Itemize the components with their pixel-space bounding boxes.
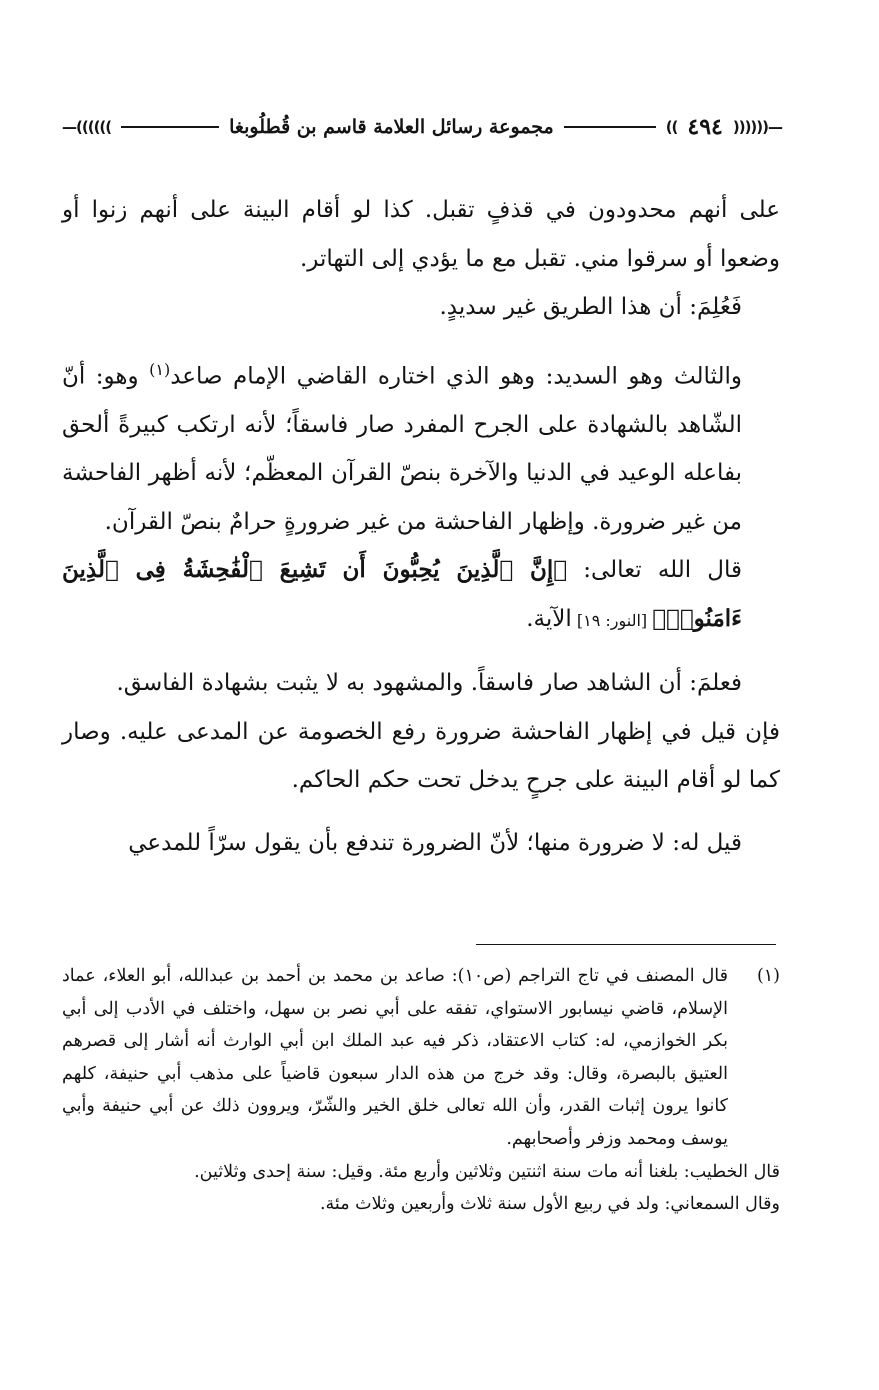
footnote-line-samani: وقال السمعاني: ولد في ربيع الأول سنة ثلاث وأربعين وثلاث مئة.: [319, 1194, 780, 1215]
paragraph-6: فإن قيل في إظهار الفاحشة ضرورة رفع الخصومة عن المدعى عليه. وصار كما لو أقام البينة على جرحٍ يدخل تحت حكم الحاكم.: [62, 718, 780, 794]
footnote-number: (١): [756, 966, 780, 986]
verse-reference: [النور: ١٩]: [571, 610, 653, 630]
quran-verse: ﴿إِنَّ ٱلَّذِينَ يُحِبُّونَ أَن تَشِيعَ ٱلْفَٰحِشَةُ فِى ٱلَّذِينَ ءَامَنُوا۟﴾: [62, 556, 742, 632]
header-rule-short: [564, 126, 656, 128]
paragraph-5: فعلمَ: أن الشاهد صار فاسقاً. والمشهود به لا يثبت بشهادة الفاسق.: [116, 670, 742, 697]
verse-ending: الآية.: [526, 605, 572, 632]
paragraph-3-rest: وهو: أنّ الشّاهد بالشهادة على الجرح المفرد صار فاسقاً؛ لأنه ارتكب كبيرةً ألحق بفاعله الوعيد في الدنيا والآخرة بنصّ القرآن المعظّم؛ لأنه أظهر الفاحشة من غير ضرورة. وإظهار الفاحشة من غير ضرورةٍ حرامٌ بنصّ القرآن.: [62, 363, 742, 535]
footnote-marker[interactable]: (١): [149, 359, 171, 379]
header-ornament-close: )): [665, 118, 678, 136]
paragraph-2: فَعُلِمَ: أن هذا الطريق غير سديدٍ.: [439, 294, 742, 320]
footnote-text: قال المصنف في تاج التراجم (ص١٠): صاعد بن محمد بن أحمد بن عبدالله، أبو العلاء، عماد الإسلام، قاضي نيسابور الاستواي، تفقه على أبي نصر بن سهل، واختلف في الأدب إلى أبي بكر الخوازمي، له: كتاب الاعتقاد، ذكر فيه عبد الملك ابن أبي الوارث أنه أشار إلى قصرهم العتيق بالبصرة، وقال: وقد خرج من هذه الدار سبعون قاضياً على مذهب أبي حنيفة، كلهم كانوا يرون إثبات القدر، وأن الله تعالى خلق الخير والشّرّ، ويروون ذلك عن أبي حنيفة وأبي يوسف ومحمد وزفر وأصحابهم.: [62, 966, 728, 1149]
book-title: مجموعة رسائل العلامة قاسم بن قُطلُوبغا: [229, 116, 554, 138]
footnote-divider: [476, 944, 776, 945]
footnote-line-khatib: قال الخطيب: بلغنا أنه مات سنة اثنتين وثلاثين وأربع مئة. وقيل: سنة إحدى وثلاثين.: [194, 1161, 780, 1182]
paragraph-3: [62, 346, 780, 547]
header-ornament-right: —((((((: [732, 118, 782, 136]
paragraph-7: قيل له: لا ضرورة منها؛ لأنّ الضرورة تندفع بأن يقول سرّاً للمدعي: [128, 829, 742, 856]
main-text: [62, 186, 780, 867]
running-header: [62, 112, 782, 142]
page-number: ٤٩٤: [687, 114, 723, 140]
header-rule-long: [121, 126, 219, 128]
paragraph-4: [62, 546, 780, 645]
footnote-1: [62, 960, 780, 1156]
quran-intro: قال الله تعالى:: [567, 557, 743, 584]
paragraph-3-text: والثالث وهو السديد: وهو الذي اختاره القاضي الإمام صاعد: [170, 363, 742, 390]
header-ornament-left: ))))))—: [62, 118, 112, 136]
footnote-section: [62, 960, 780, 1221]
paragraph-1: على أنهم محدودون في قذفٍ تقبل. كذا لو أقام البينة على أنهم زنوا أو وضعوا أو سرقوا مني. تقبل مع ما يؤدي إلى التهاتر.: [62, 197, 780, 272]
